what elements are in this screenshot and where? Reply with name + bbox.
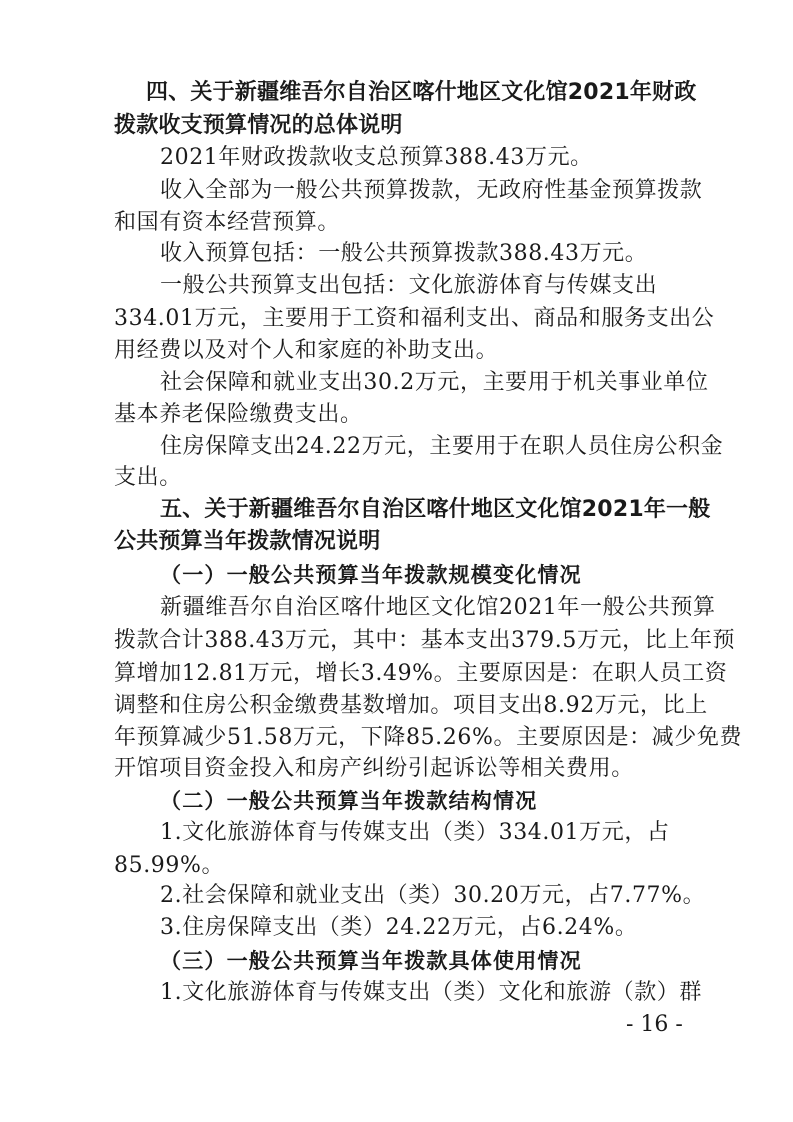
section5-heading-line1: 五、关于新疆维吾尔自治区喀什地区文化馆2021年一般 (160, 497, 711, 522)
section4-paragraph4-line2: 334.01万元，主要用于工资和福利支出、商品和服务支出公 (114, 306, 715, 331)
section4-paragraph2-line1: 收入全部为一般公共预算拨款，无政府性基金预算拨款 (160, 178, 703, 203)
page-number: - 16 - (626, 1012, 683, 1037)
section4-paragraph5-line1: 社会保障和就业支出30.2万元，主要用于机关事业单位 (160, 370, 709, 395)
section4-heading-line1: 四、关于新疆维吾尔自治区喀什地区文化馆2021年财政 (146, 80, 697, 105)
subsection1-paragraph-line2: 拨款合计388.43万元，其中：基本支出379.5万元，比上年预 (114, 628, 736, 653)
section4-paragraph2-line2: 和国有资本经营预算。 (114, 210, 341, 235)
subsection2-item1-line2: 85.99%。 (114, 853, 225, 878)
section4-heading-line2: 拨款收支预算情况的总体说明 (114, 113, 403, 138)
section4-paragraph6-line1: 住房保障支出24.22万元，主要用于在职人员住房公积金 (160, 434, 724, 459)
subsection1-paragraph-line6: 开馆项目资金投入和房产纠纷引起诉讼等相关费用。 (114, 756, 634, 781)
subsection1-heading: （一）一般公共预算当年拨款规模变化情况 (160, 563, 582, 587)
section5-heading-line2: 公共预算当年拨款情况说明 (114, 529, 381, 554)
subsection2-heading: （二）一般公共预算当年拨款结构情况 (160, 789, 538, 813)
section4-paragraph6-line2: 支出。 (114, 465, 182, 490)
subsection3-heading: （三）一般公共预算当年拨款具体使用情况 (160, 949, 582, 973)
section4-paragraph1: 2021年财政拨款收支总预算388.43万元。 (160, 145, 593, 170)
subsection1-paragraph-line5: 年预算减少51.58万元，下降85.26%。主要原因是：减少免费 (114, 725, 743, 750)
section4-paragraph4-line1: 一般公共预算支出包括：文化旅游体育与传媒支出 (160, 273, 658, 298)
subsection3-item1-line1: 1.文化旅游体育与传媒支出（类）文化和旅游（款）群 (160, 980, 702, 1005)
section4-paragraph4-line3: 用经费以及对个人和家庭的补助支出。 (114, 338, 499, 363)
subsection1-paragraph-line3: 算增加12.81万元，增长3.49%。主要原因是：在职人员工资 (114, 661, 728, 686)
subsection2-item3: 3.住房保障支出（类）24.22万元，占6.24%。 (160, 915, 638, 940)
section4-paragraph5-line2: 基本养老保险缴费支出。 (114, 402, 363, 427)
subsection1-paragraph-line1: 新疆维吾尔自治区喀什地区文化馆2021年一般公共预算 (160, 595, 716, 620)
subsection1-paragraph-line4: 调整和住房公积金缴费基数增加。项目支出8.92万元，比上 (114, 693, 708, 718)
subsection2-item2: 2.社会保障和就业支出（类）30.20万元，占7.77%。 (160, 883, 706, 908)
subsection2-item1-line1: 1.文化旅游体育与传媒支出（类）334.01万元，占 (160, 820, 670, 845)
section4-paragraph3: 收入预算包括：一般公共预算拨款388.43万元。 (160, 241, 648, 266)
